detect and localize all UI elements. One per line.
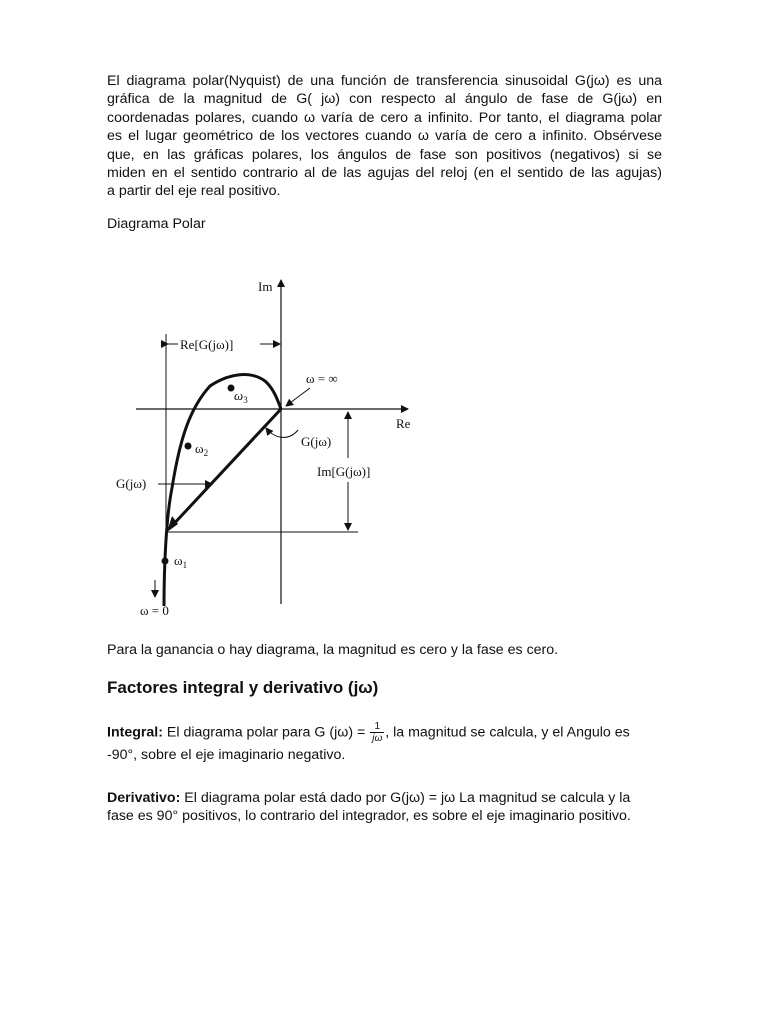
- derivativo-label: Derivativo:: [107, 790, 181, 806]
- polar-diagram: [110, 268, 420, 620]
- g-vector-label: G(jω): [116, 476, 147, 491]
- omega2-label: $\omega_2$: [195, 441, 209, 458]
- intro-line: El diagrama polar(Nyquist) de una función de transferencia sinusoidal G(jω) es una: [107, 73, 662, 89]
- integral-text-after: , la magnitud se calcula, y el Angulo es: [385, 724, 630, 741]
- im-axis-label: Im: [258, 279, 273, 294]
- omega1-label: $\omega_1$: [174, 553, 188, 570]
- intro-line: gráfica de la magnitud de G( jω) con respecto al ángulo de fase de G(jω) en: [107, 91, 662, 108]
- integral-label: Integral:: [107, 724, 163, 741]
- omega1-point: [162, 558, 169, 565]
- omega2-point: [185, 443, 192, 450]
- phase-angle-label: G(jω): [301, 434, 332, 449]
- integral-text-before: El diagrama polar para G (jω) =: [162, 724, 370, 741]
- intro-paragraph: [107, 72, 662, 201]
- integral-fraction: $\frac{1}{j\omega}$: [372, 721, 383, 744]
- intro-line: a partir del eje real positivo.: [107, 183, 281, 200]
- figure-caption: Diagrama Polar: [107, 216, 206, 232]
- omega-zero-label: ω = 0: [140, 603, 169, 618]
- derivativo-line-1: [107, 789, 667, 807]
- omega-infinity-label: ω = ∞: [306, 371, 338, 386]
- integral-paragraph: [107, 721, 662, 763]
- gain-text: Para la ganancia o hay diagrama, la magnitud es cero y la fase es cero.: [107, 642, 559, 658]
- intro-line: coordenadas polares, cuando ω varía de cero a infinito. Por tanto, el diagrama polar: [107, 109, 662, 126]
- section-heading: Factores integral y derivativo (jω): [107, 678, 379, 697]
- derivativo-text: El diagrama polar está dado por G(jω) = jω La magnitud se calcula y la: [180, 790, 631, 806]
- omega-infinity-arrow: [286, 388, 310, 406]
- derivativo-line-2: fase es 90° positivos, lo contrario del integrador, es sobre el eje imaginario positivo.: [107, 808, 631, 825]
- integral-line-2: -90°, sobre el eje imaginario negativo.: [107, 747, 346, 763]
- phase-angle-arc: [266, 428, 298, 437]
- derivativo-paragraph: [107, 789, 667, 826]
- intro-line: que, en las gráficas polares, los ángulos de fase son positivos (negativos) si se: [107, 146, 662, 163]
- re-bracket-label: Re[G(jω)]: [180, 337, 234, 352]
- omega3-label: $\omega_3$: [234, 388, 248, 405]
- polar-diagram-svg: [110, 268, 420, 620]
- re-axis-label: Re: [396, 416, 411, 431]
- im-bracket-label: Im[G(jω)]: [317, 464, 371, 479]
- integral-line-1: [107, 721, 662, 744]
- intro-line: miden en el sentido contrario al de las agujas del reloj (en el sentido de las agujas): [107, 165, 662, 182]
- intro-line: es el lugar geométrico de los vectores cuando ω varía de cero a infinito. Obsérvese: [107, 128, 662, 145]
